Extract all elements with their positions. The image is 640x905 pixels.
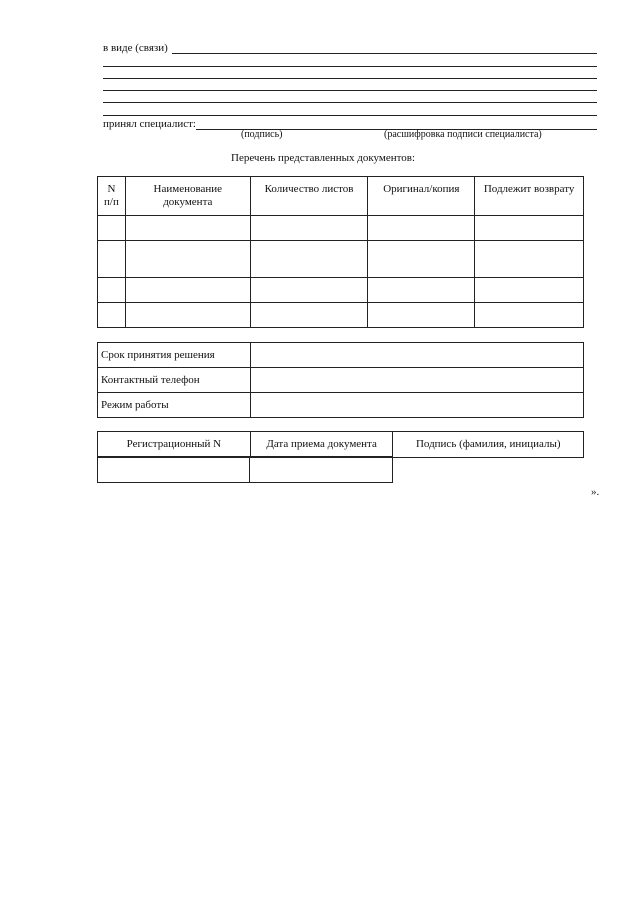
cell-sheets[interactable]	[250, 278, 368, 303]
accepted-label: принял специалист:	[103, 118, 196, 130]
info-row-work-schedule	[98, 393, 584, 418]
work-schedule-label: Режим работы	[98, 393, 251, 418]
table-row	[98, 241, 584, 278]
cell-number[interactable]	[98, 278, 126, 303]
documents-list-title: Перечень представленных документов:	[231, 152, 416, 164]
via-label: в виде (связи)	[103, 42, 168, 54]
cell-return[interactable]	[475, 241, 584, 278]
cell-return[interactable]	[475, 278, 584, 303]
work-schedule-value[interactable]	[250, 393, 583, 418]
signature-header: Подпись (фамилия, инициалы)	[393, 432, 584, 458]
cell-name[interactable]	[125, 278, 250, 303]
via-line-2	[103, 66, 597, 67]
col-header-number	[98, 177, 126, 216]
decision-term-value[interactable]	[250, 343, 583, 368]
cell-name[interactable]	[125, 241, 250, 278]
cell-return[interactable]	[475, 303, 584, 328]
via-line-6	[103, 115, 597, 116]
cell-number[interactable]	[98, 216, 126, 241]
signature-caption: (подпись)	[241, 129, 283, 140]
col-header-number-line2: п/п	[104, 196, 119, 208]
documents-header-row	[98, 177, 584, 216]
cell-number[interactable]	[98, 241, 126, 278]
cell-name[interactable]	[125, 303, 250, 328]
registration-data-row	[98, 457, 393, 483]
signature-decoding-caption: (расшифровка подписи специалиста)	[384, 129, 542, 140]
info-row-contact-phone	[98, 368, 584, 393]
cell-original-copy[interactable]	[368, 241, 475, 278]
contact-phone-label: Контактный телефон	[98, 368, 251, 393]
cell-original-copy[interactable]	[368, 278, 475, 303]
decision-term-label: Срок принятия решения	[98, 343, 251, 368]
via-line-5	[103, 102, 597, 103]
col-header-name	[125, 177, 250, 216]
cell-number[interactable]	[98, 303, 126, 328]
cell-sheets[interactable]	[250, 303, 368, 328]
registration-data-table	[97, 456, 393, 483]
documents-table	[97, 176, 584, 328]
table-row	[98, 216, 584, 241]
receipt-date-cell[interactable]	[250, 457, 393, 483]
col-header-number-line1: N	[107, 183, 116, 195]
registration-header-row	[98, 432, 584, 458]
col-header-original-copy: Оригинал/копия	[368, 177, 475, 216]
table-row	[98, 278, 584, 303]
contact-phone-value[interactable]	[250, 368, 583, 393]
cell-return[interactable]	[475, 216, 584, 241]
col-header-name-line2: документа	[163, 196, 213, 208]
via-line-1	[172, 53, 597, 54]
cell-sheets[interactable]	[250, 216, 368, 241]
via-line-4	[103, 90, 597, 91]
cell-name[interactable]	[125, 216, 250, 241]
info-row-decision-term	[98, 343, 584, 368]
col-header-name-line1: Наименование	[153, 183, 223, 195]
cell-original-copy[interactable]	[368, 303, 475, 328]
info-table	[97, 342, 584, 418]
col-header-sheets: Количество листов	[250, 177, 368, 216]
table-row	[98, 303, 584, 328]
registration-header-table	[97, 431, 584, 458]
registration-number-header: Регистрационный N	[98, 432, 251, 458]
receipt-date-header: Дата приема документа	[250, 432, 393, 458]
closing-mark: ».	[591, 486, 600, 498]
via-line-3	[103, 78, 597, 79]
cell-original-copy[interactable]	[368, 216, 475, 241]
registration-number-cell[interactable]	[98, 457, 250, 483]
cell-sheets[interactable]	[250, 241, 368, 278]
col-header-return: Подлежит возврату	[475, 177, 584, 216]
